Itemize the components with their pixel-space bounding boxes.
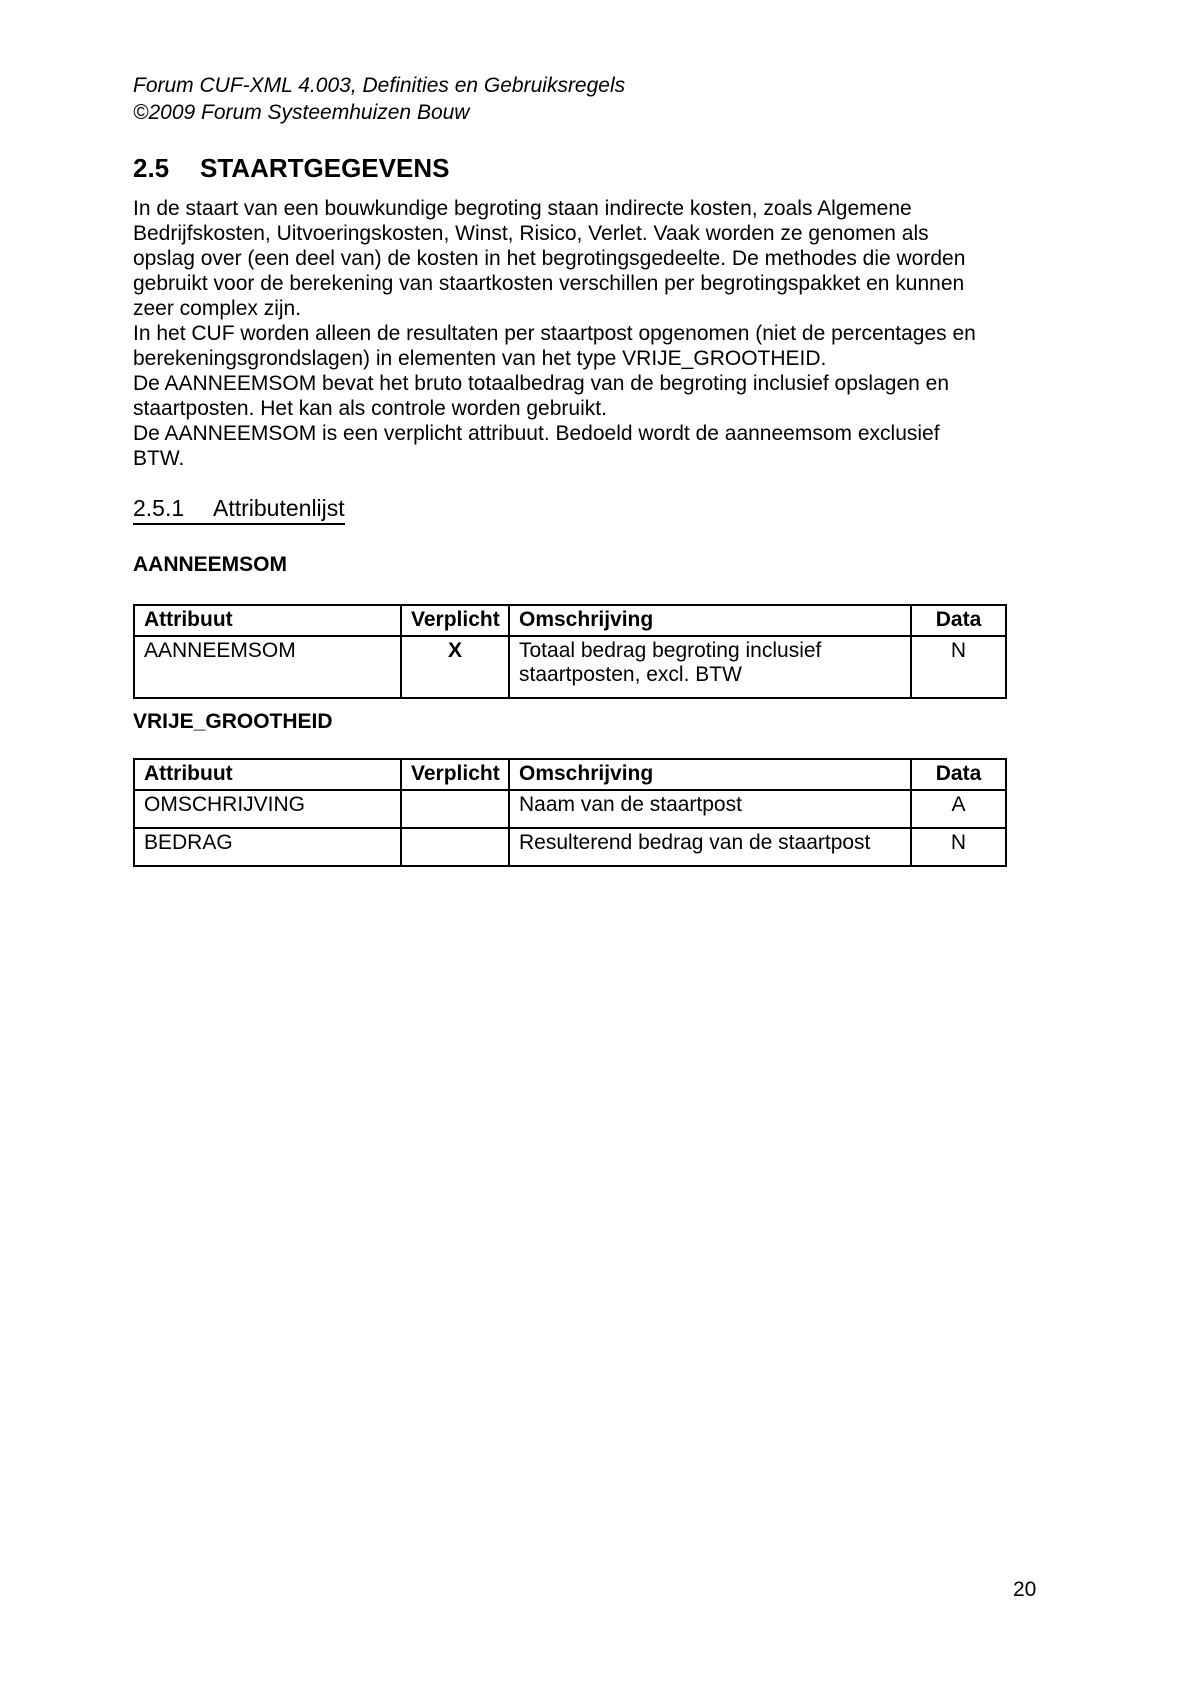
body-line: BTW. [133,447,185,470]
cell-attribuut: BEDRAG [134,828,401,866]
header-title-line: Forum CUF-XML 4.003, Definities en Gebruiksregels [133,74,626,97]
cell-verplicht: X [401,636,509,698]
body-text [133,196,976,471]
attribute-table-aanneemsom [133,604,1007,699]
column-header-attribuut: Attribuut [134,605,401,636]
table-row [134,790,1006,828]
table-row [134,828,1006,866]
cell-verplicht [401,790,509,828]
table-header-row [134,759,1006,790]
cell-omschrijving: Resulterend bedrag van de staartpost [509,828,911,866]
column-header-omschrijving: Omschrijving [509,759,911,790]
table-header-row [134,605,1006,636]
attribute-table-vrije-grootheid [133,758,1007,867]
section-number: 2.5 [133,153,170,183]
body-line: De AANNEEMSOM is een verplicht attribuut. Bedoeld wordt de aanneemsom exclusief [133,422,940,445]
body-line: zeer complex zijn. [133,297,302,320]
cell-omschrijving: Naam van de staartpost [509,790,911,828]
subsection-number: 2.5.1 [133,495,185,521]
subsection-heading [133,495,345,525]
cell-verplicht [401,828,509,866]
cell-attribuut: OMSCHRIJVING [134,790,401,828]
body-line: In het CUF worden alleen de resultaten per staartpost opgenomen (niet de percentages en [133,322,976,345]
column-header-omschrijving: Omschrijving [509,605,911,636]
running-header [133,72,625,126]
body-line: De AANNEEMSOM bevat het bruto totaalbedrag van de begroting inclusief opslagen en [133,372,949,395]
section-heading [133,153,449,184]
table-row [134,636,1006,698]
cell-omschrijving: Totaal bedrag begroting inclusief staartposten, excl. BTW [509,636,911,698]
body-line: In de staart van een bouwkundige begroting staan indirecte kosten, zoals Algemene [133,197,912,220]
table-title-aanneemsom: AANNEEMSOM [133,553,288,576]
table-title-vrije-grootheid: VRIJE_GROOTHEID [133,710,333,733]
cell-data: N [911,828,1006,866]
cell-data: N [911,636,1006,698]
section-title: STAARTGEGEVENS [200,153,450,183]
cell-attribuut: AANNEEMSOM [134,636,401,698]
body-line: gebruikt voor de berekening van staartkosten verschillen per begrotingspakket en kunnen [133,272,965,295]
subsection-title: Attributenlijst [213,495,345,521]
cell-data: A [911,790,1006,828]
column-header-verplicht: Verplicht [401,605,509,636]
page-number: 20 [1013,1578,1037,1601]
header-copyright-line: ©2009 Forum Systeemhuizen Bouw [133,101,470,124]
column-header-data: Data [911,759,1006,790]
body-line: Bedrijfskosten, Uitvoeringskosten, Winst, Risico, Verlet. Vaak worden ze genomen als [133,222,929,245]
column-header-verplicht: Verplicht [401,759,509,790]
column-header-data: Data [911,605,1006,636]
body-line: berekeningsgrondslagen) in elementen van het type VRIJE_GROOTHEID. [133,347,827,370]
body-line: staartposten. Het kan als controle worden gebruikt. [133,397,607,420]
column-header-attribuut: Attribuut [134,759,401,790]
body-line: opslag over (een deel van) de kosten in het begrotingsgedeelte. De methodes die worden [133,247,966,270]
